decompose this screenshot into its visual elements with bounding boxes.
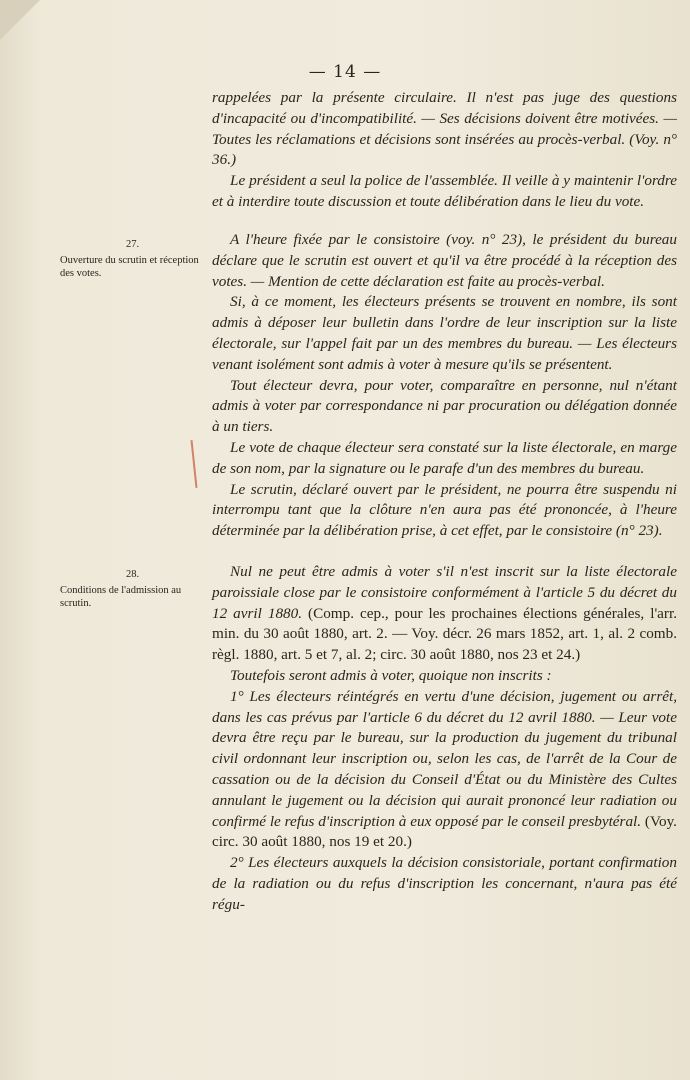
- section-side-title: Conditions de l'admission au scrutin.: [60, 585, 182, 609]
- paragraph: Le vote de chaque électeur sera constaté sur la liste électorale, en marge de son nom, par la signature ou le parafe d'un des membres du bureau.: [212, 438, 677, 477]
- section-number: 28.: [125, 569, 140, 580]
- page-number: — 14 —: [308, 62, 382, 82]
- paragraph: 2° Les électeurs auxquels la décision consistoriale, portant confirmation de la radiation ou du refus d'inscription les concernant, n'aura pas été régu-: [212, 854, 677, 913]
- paragraph-italic: Nul ne peut être admis à voter s'il n'est inscrit sur la liste électorale paroissiale close par le consistoire conformément à l'article 5 du décret du 12 avril 1880.: [212, 563, 677, 622]
- paragraph: Le scrutin, déclaré ouvert par le président, ne pourra être suspendu ni interrompu tant que la clôture n'en aura pas été prononcée, à l'heure déterminée par la délibération prise, à cet effet, par le consistoire (n° 23).: [212, 480, 677, 540]
- page-fold-corner: [0, 0, 40, 40]
- paragraph-reference: (Comp. cep., pour les prochaines élections générales, l'arr. min. du 30 août 1880, art. 2. — Voy. décr. 26 mars 1852, art. 1, al. 2 comb. règl. 1880, art. 5 et 7, al. 2; circ. 30 août 1880, nos 23 et 24.): [212, 604, 677, 664]
- paragraph: Le président a seul la police de l'assemblée. Il veille à y maintenir l'ordre et à interdire toute discussion et toute délibération dans le lieu du vote.: [212, 172, 677, 210]
- paragraph: [212, 687, 677, 853]
- paragraph-reference: (Voy. circ. 30 août 1880, nos 19 et 20.): [212, 812, 677, 851]
- section-number: 27.: [125, 239, 140, 250]
- paragraph: Tout électeur devra, pour voter, comparaître en personne, nul n'étant admis à voter par correspondance ni par procuration ou délégation donnée à un tiers.: [212, 376, 677, 436]
- section-27-body: [212, 230, 677, 542]
- paragraph: [212, 562, 677, 666]
- section-28-body: [212, 562, 677, 916]
- paragraph: Toutefois seront admis à voter, quoique non inscrits :: [230, 666, 552, 684]
- paragraph: A l'heure fixée par le consistoire (voy. n° 23), le président du bureau déclare que le scrutin est ouvert et qu'il va être procédé à la réception des votes. — Mention de cette déclaration est faite au procès-verbal.: [212, 231, 677, 290]
- paragraph-italic: 1° Les électeurs réintégrés en vertu d'une décision, jugement ou arrêt, dans les cas prévus par l'article 6 du décret du 12 avril 1880. — Leur vote devra être reçu par le bureau, sur la production du jugement du tribunal civil ordonnant leur inscription ou, selon les cas, de l'arrêt de la Cour de cassation ou de la décision du Conseil d'État ou du Ministère des Cultes annulant le jugement ou la décision qui aurait prononcé leur radiation ou confirmé le refus d'inscription à eux opposé par le conseil presbytéral.: [212, 687, 677, 830]
- paragraph: Si, à ce moment, les électeurs présents se trouvent en nombre, ils sont admis à déposer leur bulletin dans l'ordre de leur inscription sur la liste électorale, sur l'appel fait par un des membres du bureau. — Les électeurs venant isolément sont admis à voter à mesure qu'ils se présentent.: [212, 293, 677, 373]
- section-side-title: Ouverture du scrutin et réception des votes.: [60, 255, 199, 279]
- paragraph: rappelées par la présente circulaire. Il n'est pas juge des questions d'incapacité ou d'incompatibilité. — Ses décisions doivent être motivées. — Toutes les réclamations et décisions sont insérées au procès-verbal. (Voy. n° 36.): [212, 89, 677, 169]
- text-block-top: [212, 88, 677, 213]
- margin-note-27: [60, 238, 205, 280]
- red-pencil-mark: [190, 440, 197, 488]
- margin-note-28: [60, 568, 205, 610]
